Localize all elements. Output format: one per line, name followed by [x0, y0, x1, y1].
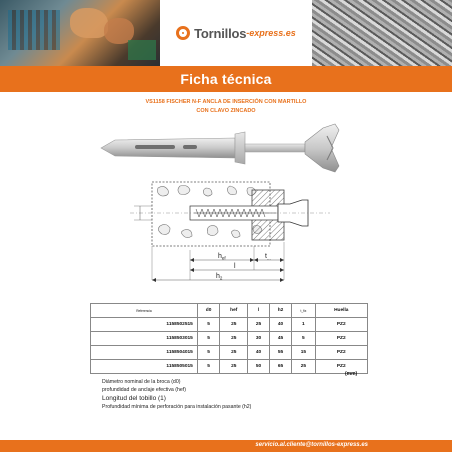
label-t: t [265, 253, 267, 260]
cell: PZ2 [315, 332, 367, 346]
cell: PZ2 [315, 346, 367, 360]
table-row [91, 318, 368, 332]
cell: 65 [269, 360, 291, 374]
col-header: Referencia [91, 304, 198, 318]
col-header: Huella [315, 304, 367, 318]
anchor-product-image [95, 118, 357, 178]
cell: 5 [292, 332, 315, 346]
cell: 40 [248, 346, 270, 360]
cell: 25 [248, 318, 270, 332]
unit-label: (mm) [345, 371, 358, 377]
table-row [91, 360, 368, 374]
col-header: h2 [269, 304, 291, 318]
cell: 5 [197, 360, 219, 374]
notes [102, 378, 352, 411]
header [0, 0, 452, 66]
cell-reference: 1158505015 [91, 360, 198, 374]
cell: 25 [220, 346, 248, 360]
label-l: l [234, 263, 236, 270]
cell: 40 [269, 318, 291, 332]
cell: 25 [220, 360, 248, 374]
title-banner [0, 66, 452, 92]
cell: 5 [197, 318, 219, 332]
note-item: Diámetro nominal de la broca (d0) [102, 379, 181, 385]
cell: 50 [248, 360, 270, 374]
col-header: d0 [197, 304, 219, 318]
cell: 5 [197, 332, 219, 346]
cell-reference: 1158503015 [91, 332, 198, 346]
col-header: hef [220, 304, 248, 318]
cell: 25 [220, 332, 248, 346]
cell: 55 [269, 346, 291, 360]
cell: 25 [220, 318, 248, 332]
cell: PZ2 [315, 360, 367, 374]
cell: PZ2 [315, 318, 367, 332]
svg-text:t... [265, 253, 271, 261]
brand-logo[interactable] [160, 0, 312, 66]
footer-email[interactable]: servicio.al.cliente@tornillos-express.es [255, 442, 368, 448]
technical-drawing [130, 176, 330, 288]
note-item: Longitud del tobillo (1) [102, 394, 166, 402]
cell: 45 [269, 332, 291, 346]
note-item: profundidad de anclaje efectiva (hef) [102, 387, 186, 394]
product-title-line2: CON CLAVO ZINCADO [196, 108, 256, 114]
header-photo-screws [312, 0, 452, 66]
product-title-line1: VS1158 FISCHER N-F ANCLA DE INSERCIÓN CON MARTILLO [145, 99, 307, 105]
label-h2: h [216, 273, 220, 280]
table-header-row [91, 304, 368, 318]
table-row [91, 346, 368, 360]
brand-name: Tornillos [194, 25, 247, 41]
cell-reference: 1158502515 [91, 318, 198, 332]
brand-suffix: -express.es [246, 28, 296, 38]
cell-reference: 1158504015 [91, 346, 198, 360]
svg-text:h2 [216, 273, 223, 281]
brand-screw-icon [176, 26, 190, 40]
cell: 5 [197, 346, 219, 360]
col-header: l [248, 304, 270, 318]
product-title [120, 98, 332, 116]
label-hef: h [218, 253, 222, 260]
cell: 15 [292, 346, 315, 360]
label-hef-sub: ef [221, 255, 226, 261]
col-header: t_fix [292, 304, 315, 318]
label-t-sub: ... [266, 255, 271, 261]
header-photo-tools [0, 0, 160, 66]
cell: 30 [248, 332, 270, 346]
footer [0, 440, 452, 452]
svg-text:hef [218, 253, 226, 261]
label-h2-sub: 2 [219, 275, 223, 281]
cell: 1 [292, 318, 315, 332]
note-item: Profundidad mínima de perforación para instalación pasante (h2) [102, 403, 252, 410]
cell: 25 [292, 360, 315, 374]
banner-title: Ficha técnica [180, 71, 272, 87]
table-row [91, 332, 368, 346]
spec-table [90, 303, 368, 374]
